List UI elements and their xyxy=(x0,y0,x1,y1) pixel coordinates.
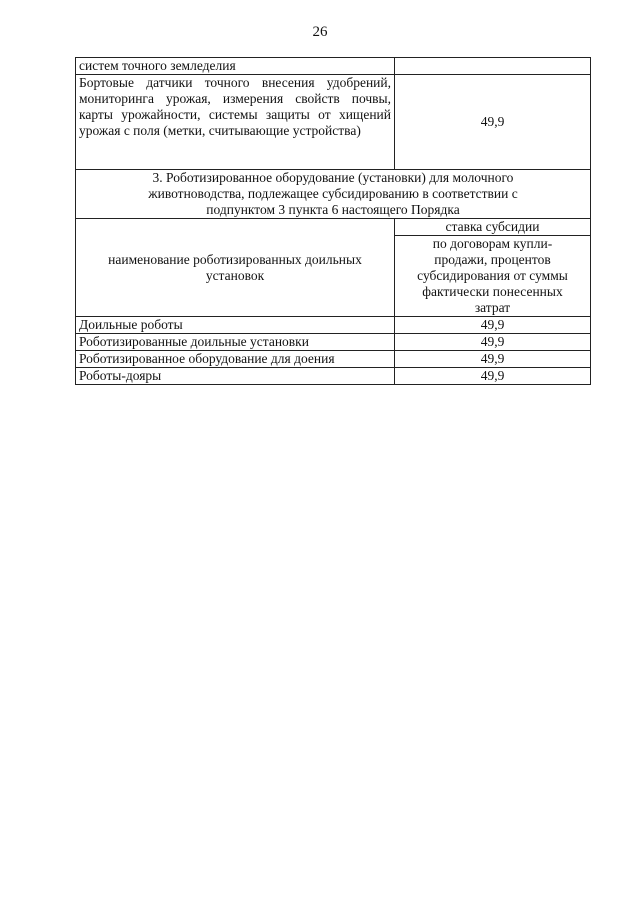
table-cell-rate: 49,9 xyxy=(395,351,591,368)
table-cell-name: Доильные роботы xyxy=(76,317,395,334)
table-cell-name: Роботизированное оборудование для доения xyxy=(76,351,395,368)
table-cell-rate: 49,9 xyxy=(395,368,591,385)
subsidy-table xyxy=(75,57,591,385)
table-cell-rate: 49,9 xyxy=(395,334,591,351)
table-cell-name: Бортовые датчики точного внесения удобрений, мониторинга урожая, измерения свойств почвы, карты урожайности, системы защиты от хищений урожая с поля (метки, считывающие устройства) xyxy=(76,75,395,170)
table-cell-name: Роботы-дояры xyxy=(76,368,395,385)
column-header-rate: ставка субсидии xyxy=(395,219,591,236)
column-header-name: наименование роботизированных доильных установок xyxy=(76,219,395,317)
table-cell-name: Роботизированные доильные установки xyxy=(76,334,395,351)
section-heading-row xyxy=(76,170,591,219)
table-row xyxy=(76,334,591,351)
table-row xyxy=(76,75,591,170)
table-cell-rate xyxy=(395,58,591,75)
table-row xyxy=(76,317,591,334)
table-row xyxy=(76,58,591,75)
table-cell-rate: 49,9 xyxy=(395,75,591,170)
section-heading: 3. Роботизированное оборудование (установки) для молочного животноводства, подлежащее субсидированию в соответствии с подпунктом 3 пункта 6 настоящего Порядка xyxy=(76,170,591,219)
table-header-row xyxy=(76,219,591,236)
table-cell-rate: 49,9 xyxy=(395,317,591,334)
column-subheader-rate: по договорам купли-продажи, процентов субсидирования от суммы фактически понесенных затрат xyxy=(395,236,591,317)
page-number: 26 xyxy=(312,24,328,40)
table-row xyxy=(76,351,591,368)
table-cell-name: систем точного земледелия xyxy=(76,58,395,75)
table-row xyxy=(76,368,591,385)
